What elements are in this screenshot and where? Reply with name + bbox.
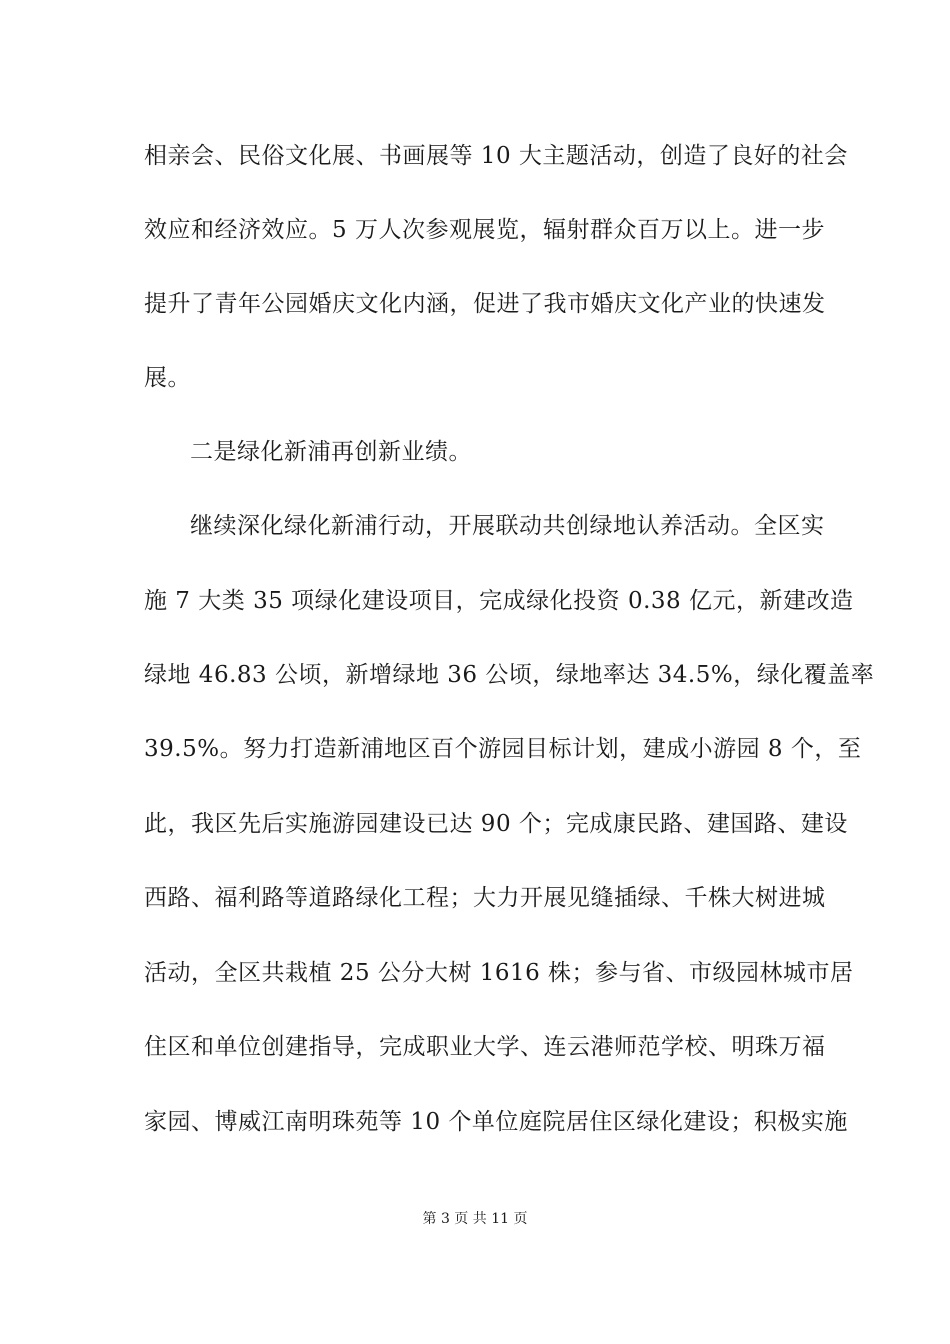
paragraph-line: 展。 (144, 365, 191, 391)
paragraph-line: 家园、博威江南明珠苑等 10 个单位庭院居住区绿化建设；积极实施 (144, 1109, 848, 1135)
paragraph-line: 绿地 46.83 公顷，新增绿地 36 公顷，绿地率达 34.5%，绿化覆盖率 (144, 662, 875, 688)
paragraph-line: 继续深化绿化新浦行动，开展联动共创绿地认养活动。全区实 (190, 513, 825, 539)
paragraph-line: 效应和经济效应。5 万人次参观展览，辐射群众百万以上。进一步 (144, 217, 825, 243)
paragraph-line: 此，我区先后实施游园建设已达 90 个；完成康民路、建国路、建设 (144, 811, 848, 837)
paragraph-line: 39.5%。努力打造新浦地区百个游园目标计划，建成小游园 8 个，至 (144, 736, 862, 762)
paragraph-line: 活动，全区共栽植 25 公分大树 1616 株；参与省、市级园林城市居 (144, 960, 854, 986)
paragraph-line: 住区和单位创建指导，完成职业大学、连云港师范学校、明珠万福 (144, 1034, 826, 1060)
paragraph-line: 提升了青年公园婚庆文化内涵，促进了我市婚庆文化产业的快速发 (144, 291, 826, 317)
paragraph-line: 施 7 大类 35 项绿化建设项目，完成绿化投资 0.38 亿元，新建改造 (144, 588, 854, 614)
paragraph-line: 相亲会、民俗文化展、书画展等 10 大主题活动，创造了良好的社会 (144, 143, 848, 169)
page-number-footer: 第 3 页 共 11 页 (422, 1211, 528, 1227)
section-heading: 二是绿化新浦再创新业绩。 (190, 439, 472, 465)
paragraph-line: 西路、福利路等道路绿化工程；大力开展见缝插绿、千株大树进城 (144, 885, 826, 911)
